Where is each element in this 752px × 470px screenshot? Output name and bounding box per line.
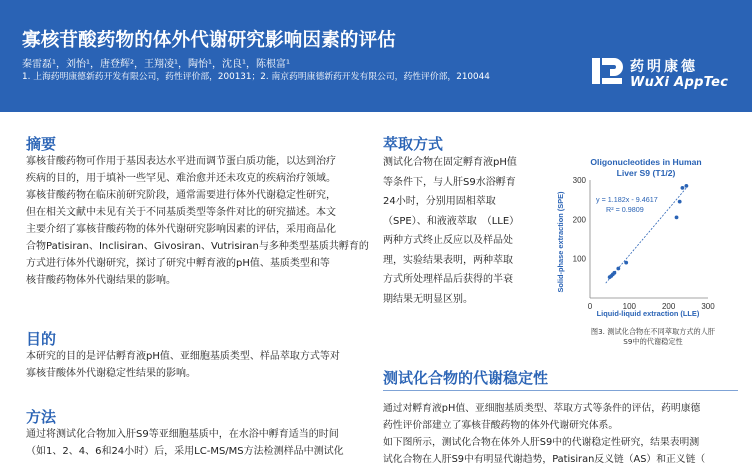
extraction-line: 等条件下，与人肝S9水浴孵育 [383, 176, 516, 188]
extraction-line: 两种方式终止反应以及样品处 [383, 235, 513, 246]
objective-body [26, 348, 340, 382]
x-tick-label: 300 [701, 302, 715, 311]
data-point [681, 186, 685, 190]
logo-english-name: WuXi AppTec [630, 75, 729, 90]
r-squared-label: R² = 0.9809 [606, 205, 644, 214]
y-tick-label: 200 [572, 215, 586, 225]
data-point [624, 261, 628, 265]
regression-equation: y = 1.182x - 9.4617 [596, 195, 658, 204]
logo-chinese-name: 药明康德 [630, 59, 698, 75]
data-point [612, 271, 616, 275]
author-list: 秦雷磊¹，刘怡¹，唐登辉²，王翔凌¹，陶怡¹，沈良¹，陈根富¹ [22, 59, 291, 70]
poster-header [0, 0, 752, 112]
abstract-heading: 摘要 [26, 135, 57, 153]
objective-line: 本研究的目的是评估孵育液pH值、亚细胞基质类型、样品萃取方式等对 [26, 351, 340, 362]
methods-heading: 方法 [26, 408, 57, 426]
stability-line: 如下图所示，测试化合物在体外人肝S9中的代谢稳定性研究，结果表明测 [383, 437, 700, 448]
abstract-line: 合物Patisiran、Inclisiran、Givosiran、Vutrisiran与多种类型基质共孵育的 [26, 241, 369, 252]
caption-line: 图3. 测试化合物在不同萃取方式的人肝 [590, 327, 716, 336]
extraction-line: 24小时，分别用固相萃取 [383, 196, 496, 207]
y-axis-label: Solid-phase extraction (SPE) [556, 191, 565, 293]
x-tick-label: 100 [622, 302, 637, 311]
affiliations: 1. 上海药明康德新药开发有限公司，药性评价部，200131；2. 南京药明康德新药开发有限公司，药性评价部，210044 [22, 72, 490, 82]
stability-line: 通过对孵育液pH值、亚细胞基质类型、萃取方式等条件的评估，药明康德 [383, 403, 701, 414]
extraction-line: 理，实验结果表明，两种萃取 [383, 254, 513, 266]
methods-line: （如1、2、4、6和24小时）后，采用LC-MS/MS方法检测样品中测试化 [26, 446, 344, 457]
data-point [675, 215, 679, 219]
x-axis-label: Liquid-liquid extraction (LLE) [596, 309, 700, 318]
abstract-line: 寡核苷酸药物在临床前研究阶段，通常需要进行体外代谢稳定性研究， [26, 190, 336, 201]
wuxi-apptec-logo [590, 50, 735, 98]
extraction-line: 测试化合物在固定孵育液pH值 [383, 157, 517, 168]
abstract-line: 疾病的目的，用于填补一些罕见、难治愈并还未攻克的疾病治疗领域。 [26, 173, 336, 184]
stability-heading: 测试化合物的代谢稳定性 [383, 367, 738, 391]
abstract-line: 方式进行体外代谢研究，探讨了研究中孵育液的pH值、基质类型和等 [26, 258, 330, 269]
extraction-body [383, 153, 519, 309]
stability-body [383, 400, 705, 468]
abstract-line: 主要介绍了寡核苷酸药物的体外代谢研究影响因素的评估，采用商品化 [26, 224, 336, 235]
figure-caption [578, 327, 728, 347]
extraction-heading: 萃取方式 [383, 135, 444, 153]
extraction-scatter-chart [548, 150, 738, 350]
methods-line: 通过将测试化合物加入肝S9等亚细胞基质中，在水浴中孵育适当的时间 [26, 429, 339, 440]
methods-body [26, 426, 344, 460]
caption-line: S9中的代谢稳定性 [623, 337, 683, 346]
y-tick-label: 300 [572, 176, 586, 185]
chart-title: Oligonucleotides in Human [590, 157, 702, 167]
objective-line: 寡核苷酸体外代谢稳定性结果的影响。 [26, 368, 196, 379]
data-point [684, 184, 688, 188]
chart-title: Liver S9 (T1/2) [616, 168, 676, 178]
wuxi-logo-mark-icon [590, 54, 626, 90]
data-point [616, 267, 620, 271]
stability-line: 试化合物在人肝S9中有明显代谢趋势，Patisiran反义链（AS）和正义链（ [383, 454, 706, 465]
extraction-line: 期结果无明显区别。 [383, 293, 473, 305]
extraction-line: 方式所处理样品后获得的半衰 [383, 274, 513, 285]
x-tick-label: 200 [661, 302, 676, 311]
stability-line: 药性评价部建立了寡核苷酸药物的体外代谢研究体系。 [383, 420, 619, 431]
abstract-line: 核苷酸药物体外代谢结果的影响。 [26, 275, 176, 286]
x-tick-label: 0 [587, 302, 593, 311]
abstract-line: 但在相关文献中未见有关于不同基质类型等条件对比的研究描述。本文 [26, 207, 336, 218]
abstract-line: 寡核苷酸药物可作用于基因表达水平进而调节蛋白质功能，以达到治疗 [26, 156, 336, 167]
extraction-line: （SPE）、和液液萃取 （LLE） [383, 215, 520, 227]
data-point [678, 200, 682, 204]
poster-title: 寡核苷酸药物的体外代谢研究影响因素的评估 [22, 30, 397, 51]
y-tick-label: 100 [572, 254, 586, 264]
abstract-body [26, 153, 369, 289]
objective-heading: 目的 [26, 330, 57, 348]
